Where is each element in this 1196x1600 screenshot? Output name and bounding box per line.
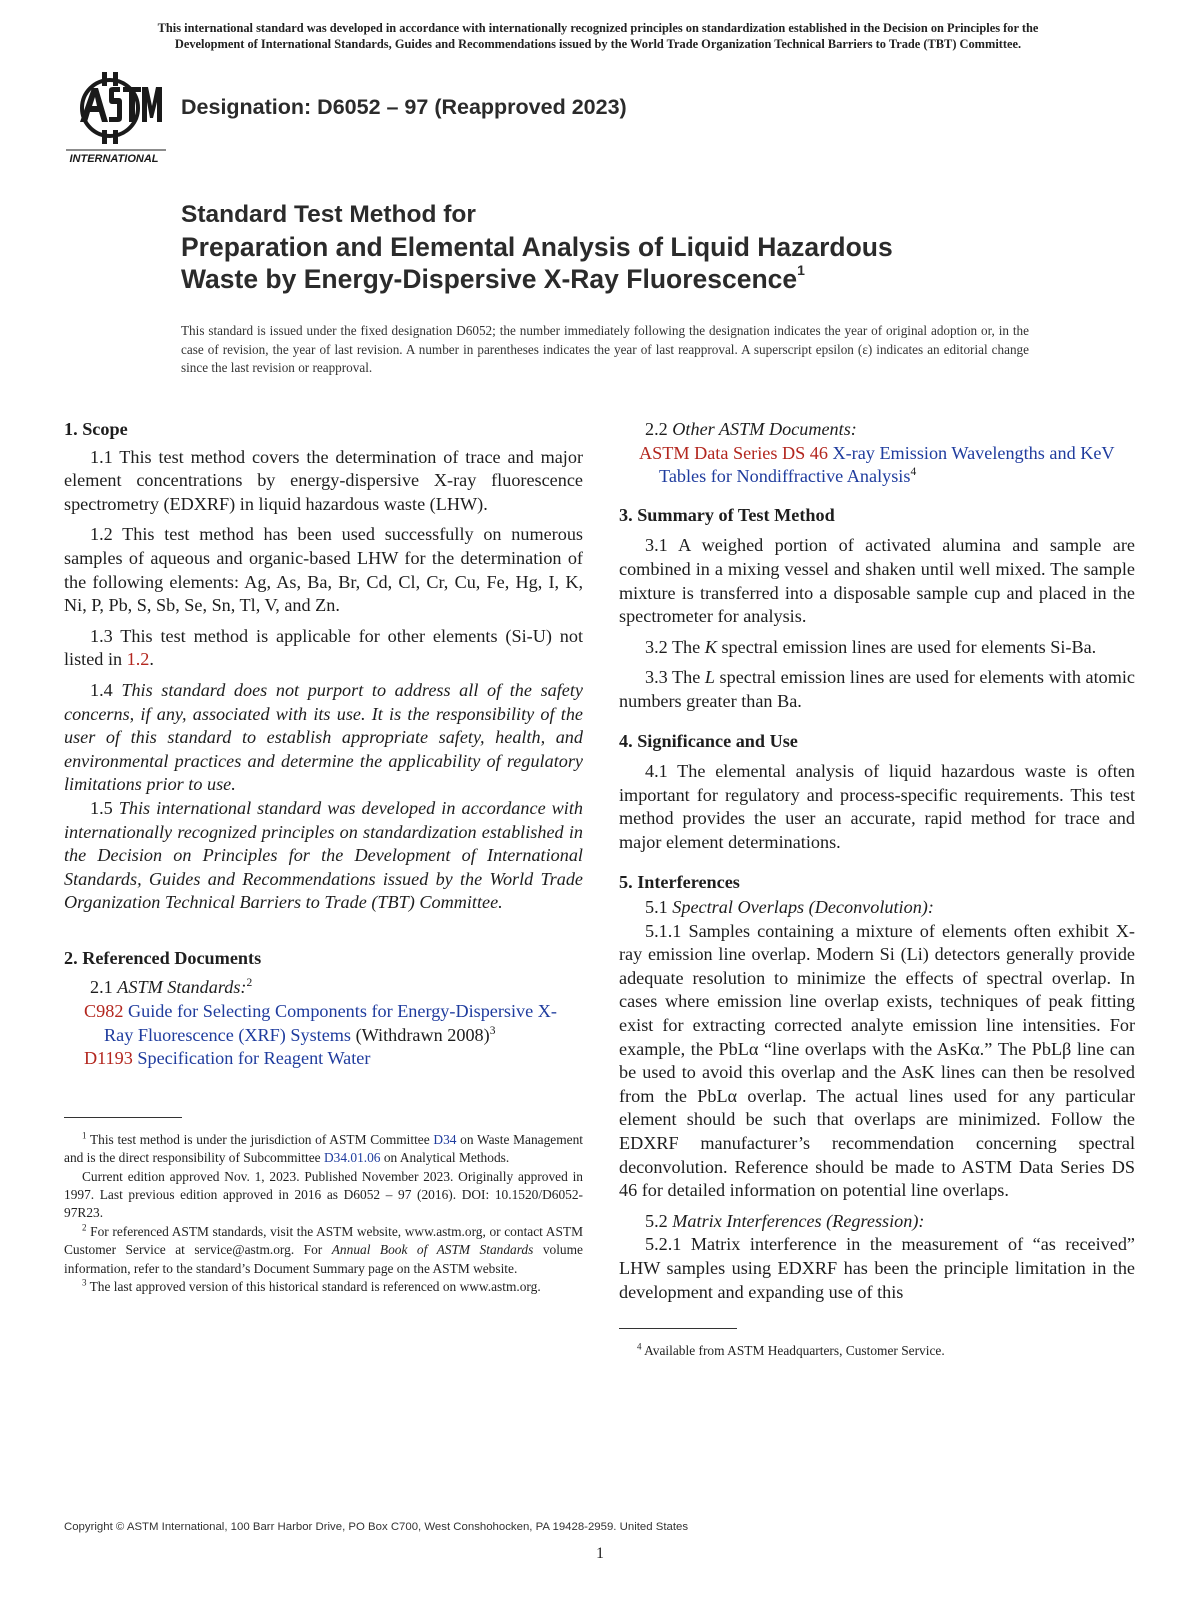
paragraph-5-2-1: 5.2.1 Matrix interference in the measurement of “as received” LHW samples using EDXRF has been the principle limitation in the development and expanding use of this	[619, 1234, 1135, 1302]
paragraph-4-1: 4.1 The elemental analysis of liquid hazardous waste is often important for regulatory and process-specific requirements. This test method provides the user an accurate, rapid method for trace and major element determinations.	[619, 761, 1135, 852]
footnote-1: $^1$ This test method is under the jurisdiction of ASTM Committee D34 on Waste Management and is the direct responsibility of Subcommittee D34.01.06 on Analytical Methods.	[64, 1130, 583, 1166]
footnote-2: $^2$ For referenced ASTM standards, visit the ASTM website, www.astm.org, or contact ASTM Customer Service at service@astm.org. For Annual Book of ASTM Standards volume information, refer to the standard’s Document Summary page on the ASTM website.	[64, 1222, 583, 1276]
subsection-2-1: 2.1 ASTM Standards:$^2$	[90, 977, 253, 998]
section-1-heading: 1. Scope	[64, 419, 128, 439]
paragraph-5-1-1: 5.1.1 Samples containing a mixture of elements often exhibit X-ray emission line overlap. Modern Si (Li) detectors generally provide adequate resolution to minimize the effects of spectral overlap. In cases where emission line overlap exists, techniques of peak fitting exist for extracting corrected analyte emission line intensities. For example, the PbLα “line overlaps with the AsKα.” The PbLβ line can be used to avoid this overlap and the AsK lines can then be resolved from the PbLα overlap. The actual lines used for any particular element should be such that overlaps are minimized. Follow the EDXRF manufacturer’s recommendation concerning spectral deconvolution. Reference should be made to ASTM Data Series DS 46 for detailed information on potential line overlaps.	[619, 920, 1135, 1201]
title-footnote-mark[interactable]: 1	[797, 262, 805, 279]
section-5-heading: 5. Interferences	[619, 871, 740, 892]
link-d1193[interactable]: D1193	[84, 1048, 133, 1069]
footnote-1-edition: Current edition approved Nov. 1, 2023. Published November 2023. Originally approved in 1997. Last previous edition approved in 2016 as D6052 – 97 (2016). DOI: 10.1520/D6052-97R23.	[64, 1168, 583, 1221]
paragraph-1-4: 1.4 This standard does not purport to address all of the safety concerns, if any, associated with its use. It is the responsibility of the user of this standard to establish appropriate safety, health, and environmental practices and determine the applicability of regulatory limitations prior to use.	[64, 679, 583, 795]
link-c982-title[interactable]: Guide for Selecting Components for Energy-Dispersive X-Ray Fluorescence (XRF) Systems	[104, 1001, 557, 1045]
title-line-1: Standard Test Method for	[181, 201, 476, 228]
link-ds46[interactable]: ASTM Data Series DS 46	[639, 442, 828, 463]
footnote-3: $^3$ The last approved version of this historical standard is referenced on www.astm.org.	[82, 1277, 541, 1295]
document-title	[181, 199, 1081, 295]
paragraph-1-5: 1.5 This international standard was developed in accordance with internationally recognized principles on standardization established in the Decision on Principles for the Development of International Standards, Guides and Recommendations issued by the World Trade Organization Technical Barriers to Trade (TBT) Committee.	[64, 797, 584, 913]
paragraph-3-2: 3.2 The K spectral emission lines are used for elements Si-Ba.	[645, 636, 1097, 657]
footnote-divider	[64, 1117, 182, 1118]
reference-ds46: ASTM Data Series DS 46 X-ray Emission Wavelengths and KeV Tables for Nondiffractive Analysis$^4$	[639, 442, 1115, 487]
subsection-5-2: 5.2 Matrix Interferences (Regression):	[645, 1210, 925, 1231]
title-line-3: Waste by Energy-Dispersive X-Ray Fluorescence$^1$	[181, 262, 805, 294]
footnote-4: $^4$ Available from ASTM Headquarters, Customer Service.	[637, 1341, 945, 1359]
link-c982[interactable]: C982	[84, 1001, 124, 1022]
link-d1193-title[interactable]: Specification for Reagent Water	[132, 1048, 371, 1069]
issue-note: This standard is issued under the fixed designation D6052; the number immediately following the designation indicates the year of original adoption or, in the case of revision, the year of last revision. A number in parentheses indicates the year of last reapproval. A superscript epsilon (ε) indicates an editorial change since the last revision or reapproval.	[181, 323, 1029, 375]
left-column	[64, 418, 583, 1297]
top-notice	[60, 20, 1136, 52]
subsection-5-1: 5.1 Spectral Overlaps (Deconvolution):	[645, 897, 934, 918]
top-notice-line-2: Development of International Standards, Guides and Recommendations issued by the World Trade Organization Technical Barriers to Trade (TBT) Committee.	[174, 37, 1022, 51]
section-4-heading: 4. Significance and Use	[619, 730, 798, 751]
link-section-1-2[interactable]: 1.2	[126, 649, 150, 670]
section-3-heading: 3. Summary of Test Method	[619, 504, 835, 525]
right-column	[619, 418, 1135, 1361]
svg-text:INTERNATIONAL: INTERNATIONAL	[69, 153, 159, 165]
astm-international-logo	[62, 70, 172, 166]
link-subcommittee-d34-01-06[interactable]: D34.01.06	[323, 1150, 381, 1166]
footnotes-left	[64, 1131, 583, 1297]
reference-d1193	[64, 1047, 583, 1071]
section-2-heading: 2. Referenced Documents	[64, 947, 262, 968]
link-committee-d34[interactable]: D34	[433, 1131, 457, 1147]
title-line-2: Preparation and Elemental Analysis of Liquid Hazardous	[181, 232, 893, 262]
page-number: 1	[596, 1545, 604, 1562]
designation: Designation: D6052 – 97 (Reapproved 2023)	[181, 95, 627, 119]
paragraph-1-1: 1.1 This test method covers the determination of trace and major element concentrations by energy-dispersive X-ray fluorescence spectrometry (EDXRF) in liquid hazardous waste (LHW).	[64, 446, 583, 514]
footnote-divider-right	[619, 1328, 737, 1329]
paragraph-3-3: 3.3 The L spectral emission lines are used for elements with atomic numbers greater than Ba.	[619, 667, 1135, 711]
subsection-2-2: 2.2 Other ASTM Documents:	[645, 419, 857, 439]
top-notice-line-1: This international standard was developed in accordance with internationally recognized principles on standardization established in the Decision on Principles for the	[157, 21, 1039, 35]
paragraph-3-1: 3.1 A weighed portion of activated alumina and sample are combined in a mixing vessel and shaken until well mixed. The sample mixture is transferred into a disposable sample cup and placed in the spectrometer for analysis.	[619, 535, 1135, 627]
copyright-notice: Copyright © ASTM International, 100 Barr Harbor Drive, PO Box C700, West Conshohocken, PA 19428-2959. United States	[64, 1521, 689, 1533]
footnotes-right	[619, 1342, 1135, 1360]
paragraph-1-2: 1.2 This test method has been used successfully on numerous samples of aqueous and organic-based LHW for the determination of the following elements: Ag, As, Ba, Br, Cd, Cl, Cr, Cu, Fe, Hg, I, K, Ni, P, Pb, S, Sb, Se, Sn, Tl, V, and Zn.	[64, 524, 583, 616]
reference-c982: C982 Guide for Selecting Components for Energy-Dispersive X-Ray Fluorescence (XRF) Systems (Withdrawn 2008)$^3$	[84, 1001, 557, 1045]
link-ds46-title[interactable]: X-ray Emission Wavelengths and KeV Tables for Nondiffractive Analysis	[659, 442, 1115, 487]
paragraph-1-3: 1.3 This test method is applicable for other elements (Si-U) not listed in 1.2.	[64, 625, 583, 670]
